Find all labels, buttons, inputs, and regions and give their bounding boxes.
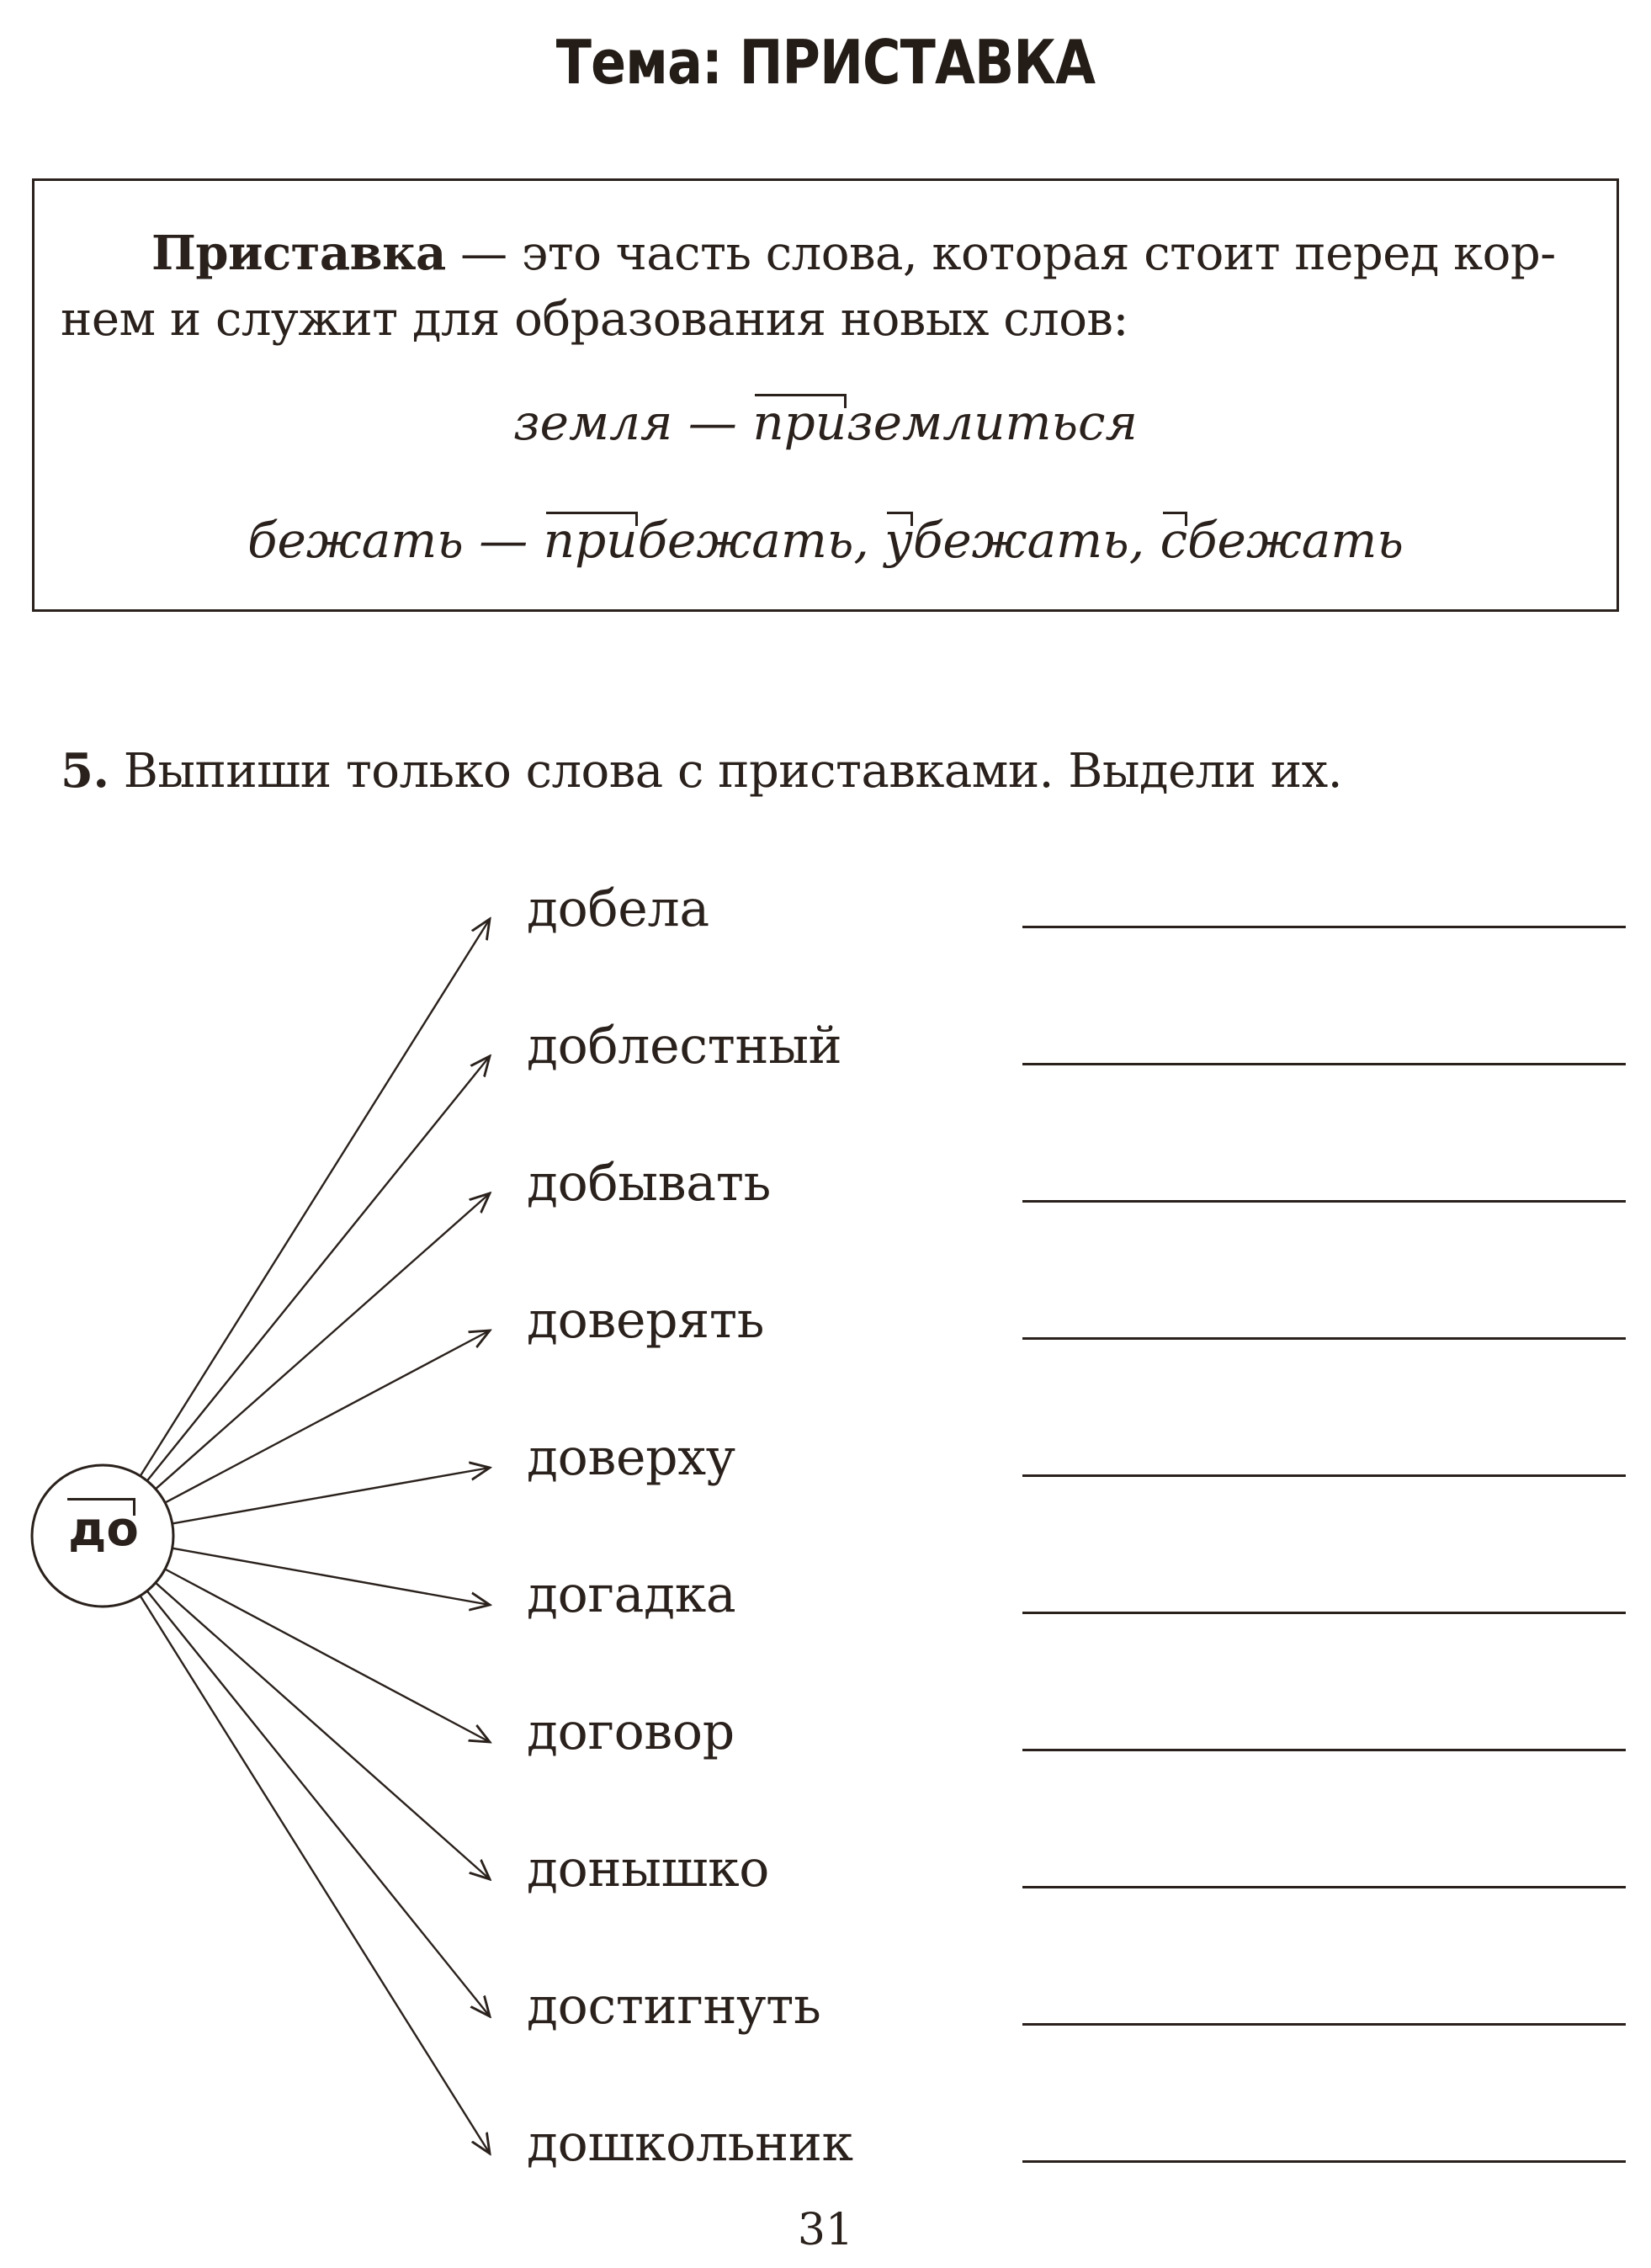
example-2-word-3-rest: бежать	[1187, 512, 1404, 569]
rule-term: Приставка	[151, 226, 446, 281]
example-2-base: бежать —	[247, 512, 544, 569]
word-item: доблестный	[527, 1017, 842, 1076]
example-2-word-3-prefix: с	[1160, 507, 1187, 574]
rule-definition-line-2: нем и служит для образования новых слов:	[61, 292, 1128, 347]
example-1-rest: землиться	[847, 394, 1138, 451]
example-1-base: земля —	[513, 394, 753, 451]
arrow-line	[173, 1548, 490, 1605]
word-item: доверху	[527, 1428, 735, 1487]
answer-line[interactable]	[1022, 1200, 1626, 1203]
arrow-group	[141, 919, 490, 2154]
answer-line[interactable]	[1022, 1612, 1626, 1614]
example-2-word-2-rest: бежать,	[912, 512, 1160, 569]
answer-line[interactable]	[1022, 2160, 1626, 2163]
word-item: достигнуть	[527, 1977, 821, 2036]
arrow-line	[147, 1056, 490, 1481]
task-text: Выпиши только слова с приставками. Выдели их.	[109, 744, 1343, 799]
example-1-prefix: при	[752, 389, 847, 456]
word-item: добела	[527, 879, 709, 938]
answer-line[interactable]	[1022, 1749, 1626, 1751]
arrow-line	[165, 1570, 490, 1743]
arrow-line	[156, 1583, 490, 1879]
answer-line[interactable]	[1022, 1474, 1626, 1477]
arrow-line	[173, 1468, 490, 1523]
answer-line[interactable]	[1022, 1886, 1626, 1888]
arrow-line	[156, 1193, 490, 1489]
prefix-hub-label: до	[68, 1502, 139, 1557]
example-2-word-1-prefix: при	[544, 507, 638, 574]
word-item: донышко	[527, 1840, 770, 1899]
word-item: догадка	[527, 1565, 736, 1624]
arrow-line	[141, 919, 490, 1476]
page-title: Тема: ПРИСТАВКА	[555, 27, 1096, 98]
example-2-word-2-prefix: у	[884, 507, 913, 574]
word-item: договор	[527, 1702, 735, 1761]
arrow-line	[147, 1591, 490, 2016]
task-number: 5.	[61, 743, 109, 799]
word-item: добывать	[527, 1154, 771, 1213]
page-number: 31	[797, 2205, 854, 2255]
rule-definition-text: — это часть слова, которая стоит перед кор-	[445, 226, 1556, 281]
arrow-line	[141, 1596, 490, 2154]
answer-line[interactable]	[1022, 1063, 1626, 1065]
answer-line[interactable]	[1022, 926, 1626, 928]
word-item: дошкольник	[527, 2114, 853, 2173]
example-2-word-1-rest: бежать,	[637, 512, 885, 569]
answer-line[interactable]	[1022, 1337, 1626, 1340]
answer-line[interactable]	[1022, 2023, 1626, 2026]
word-item: доверять	[527, 1291, 765, 1350]
